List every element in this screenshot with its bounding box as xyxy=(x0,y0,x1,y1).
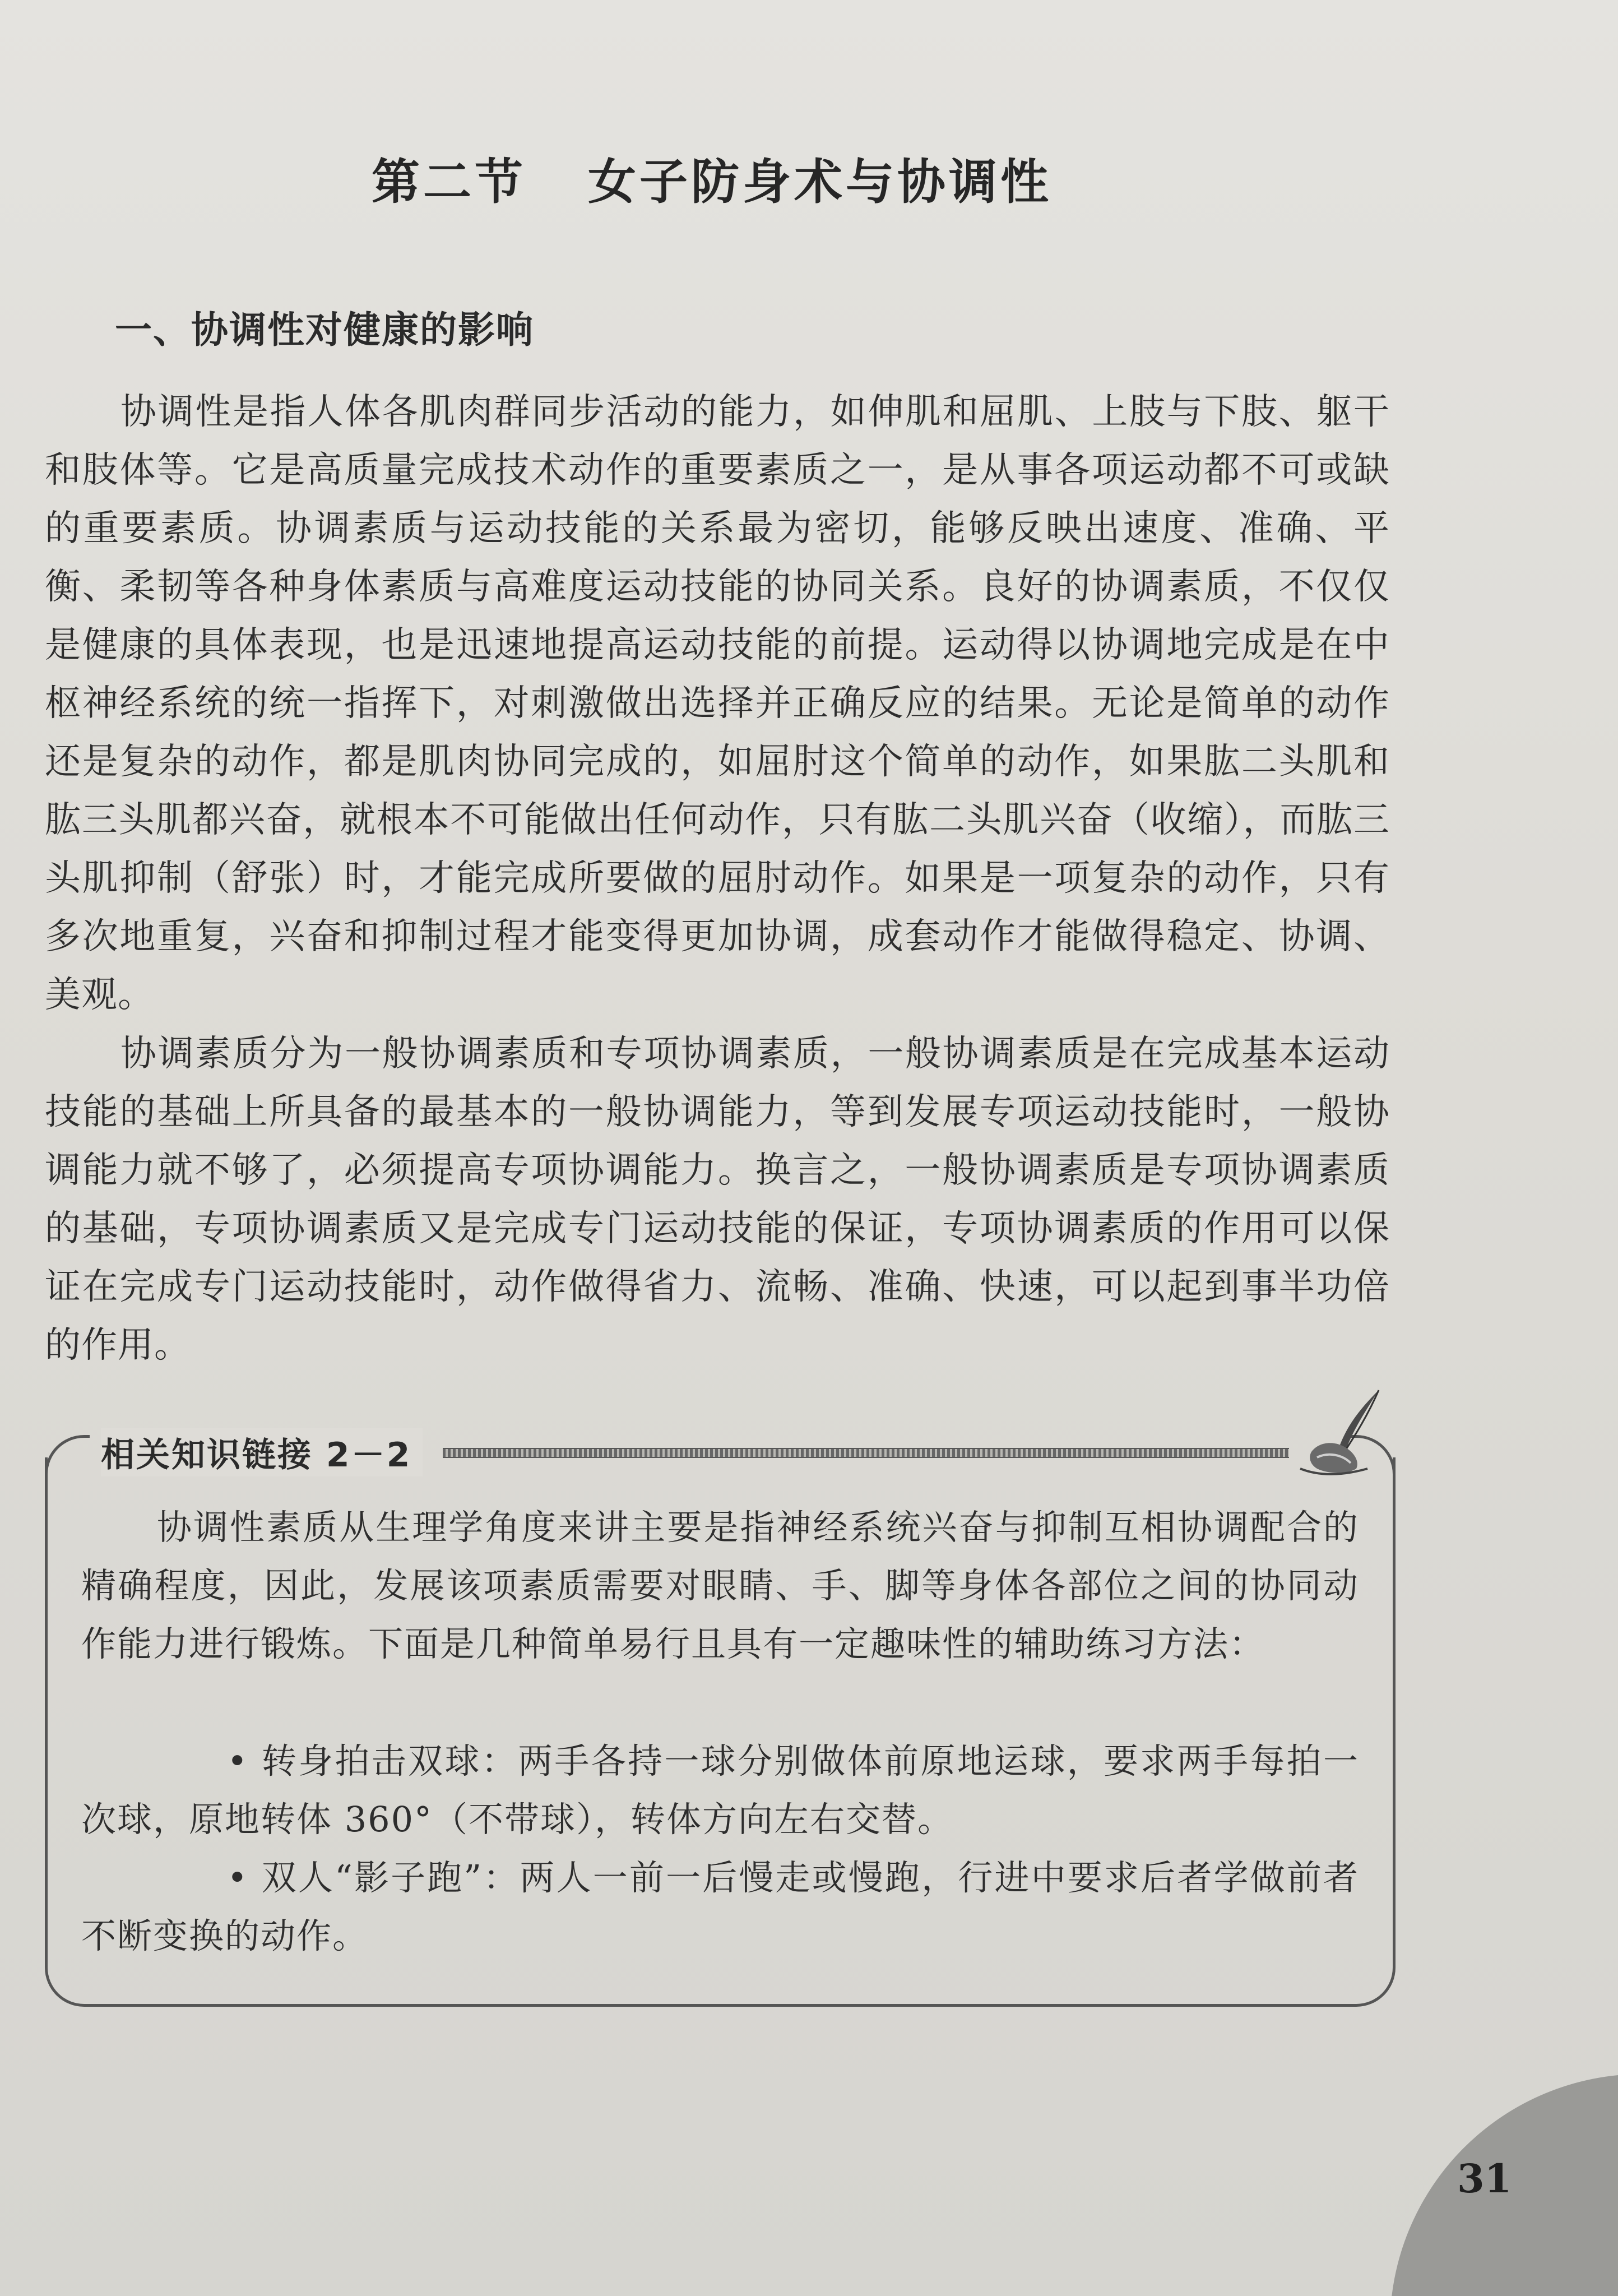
quill-pen-icon xyxy=(1295,1385,1390,1480)
bullet-icon: • xyxy=(227,1857,249,1898)
sub-heading: 一、协调性对健康的影响 xyxy=(115,308,534,351)
title-rule xyxy=(443,1448,1289,1458)
exercise-text: 转身拍击双球：两手各持一球分别做体前原地运球，要求两手每拍一次球，原地转体 360°（不带球），转体方向左右交替。 xyxy=(81,1740,1359,1840)
page-number: 31 xyxy=(1457,2155,1512,2202)
section-title xyxy=(0,143,1424,212)
exercise-item xyxy=(81,1732,1359,1849)
section-label: 第二节 xyxy=(372,154,526,210)
bullet-icon: • xyxy=(227,1740,249,1781)
section-name: 女子防身术与协调性 xyxy=(588,154,1052,210)
exercise-text: 双人“影子跑”：两人一前一后慢走或慢跑，行进中要求后者学做前者不断变换的动作。 xyxy=(81,1857,1359,1956)
knowledge-link-title: 相关知识链接 2－2 xyxy=(101,1428,423,1476)
exercise-item xyxy=(81,1849,1359,1965)
body-paragraph: 协调素质分为一般协调素质和专项协调素质，一般协调素质是在完成基本运动技能的基础上所具备的最基本的一般协调能力，等到发展专项运动技能时，一般协调能力就不够了，必须提高专项协调能力。换言之，一般协调素质是专项协调素质的基础，专项协调素质又是完成专门运动技能的保证，专项协调素质的作用可以保证在完成专门运动技能时，动作做得省力、流畅、准确、快速，可以起到事半功倍的作用。 xyxy=(45,1033,1390,1366)
body-paragraph: 协调性是指人体各肌肉群同步活动的能力，如伸肌和屈肌、上肢与下肢、躯干和肢体等。它是高质量完成技术动作的重要素质之一，是从事各项运动都不可或缺的重要素质。协调素质与运动技能的关系最为密切，能够反映出速度、准确、平衡、柔韧等各种身体素质与高难度运动技能的协同关系。良好的协调素质，不仅仅是健康的具体表现，也是迅速地提高运动技能的前提。运动得以协调地完成是在中枢神经系统的统一指挥下，对刺激做出选择并正确反应的结果。无论是简单的动作还是复杂的动作，都是肌肉协同完成的，如屈肘这个简单的动作，如果肱二头肌和肱三头肌都兴奋，就根本不可能做出任何动作，只有肱二头肌兴奋（收缩），而肱三头肌抑制（舒张）时，才能完成所要做的屈肘动作。如果是一项复杂的动作，只有多次地重复，兴奋和抑制过程才能变得更加协调，成套动作才能做得稳定、协调、美观。 xyxy=(45,391,1390,1016)
knowledge-link-intro: 协调性素质从生理学角度来讲主要是指神经系统兴奋与抑制互相协调配合的精确程度，因此，发展该项素质需要对眼睛、手、脚等身体各部位之间的协同动作能力进行锻炼。下面是几种简单易行且具有一定趣味性的辅助练习方法： xyxy=(81,1507,1359,1664)
